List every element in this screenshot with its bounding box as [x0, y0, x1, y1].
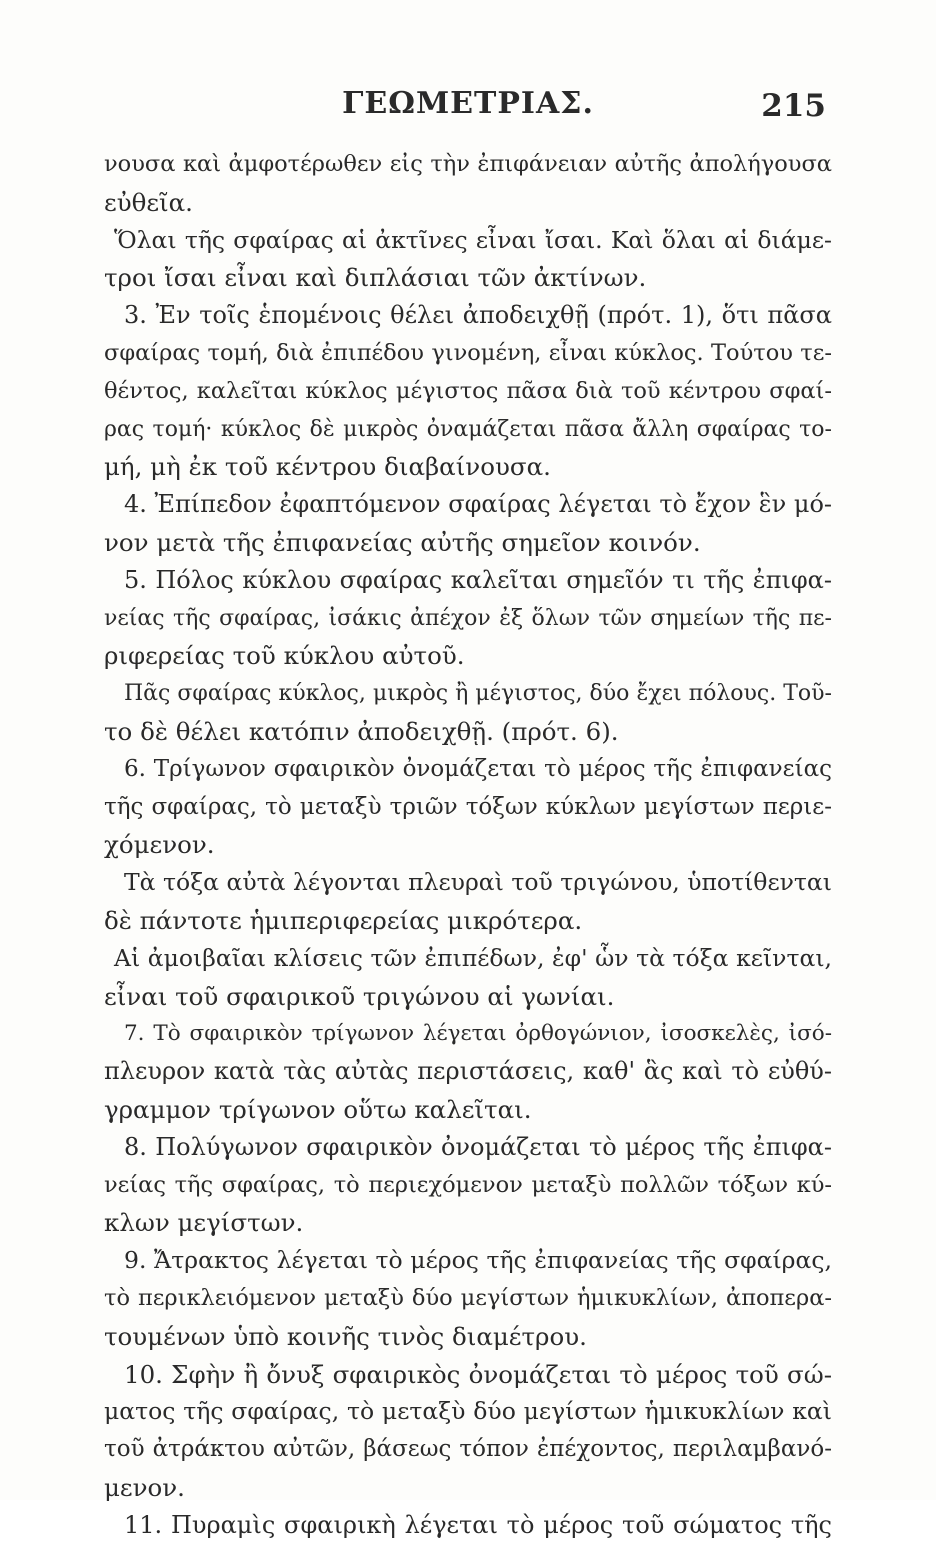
text-line: πλευρον κατὰ τὰς αὐτὰς περιστάσεις, καθ' ἃς καὶ τὸ εὐθύ- — [104, 1057, 832, 1086]
text-line: ματος τῆς σφαίρας, τὸ μεταξὺ δύο μεγίστων ἡμικυκλίων καὶ — [104, 1397, 832, 1426]
text-line: 8. Πολύγωνον σφαιρικὸν ὀνομάζεται τὸ μέρος τῆς ἐπιφα- — [124, 1132, 832, 1161]
body-text — [104, 146, 832, 1544]
text-line: τουμένων ὑπὸ κοινῆς τινὸς διαμέτρου. — [104, 1321, 587, 1351]
text-line: τροι ἴσαι εἶναι καὶ διπλάσιαι τῶν ἀκτίνων. — [104, 263, 647, 293]
text-line: νείας τῆς σφαίρας, ἰσάκις ἀπέχον ἐξ ὅλων τῶν σημείων τῆς πε- — [104, 605, 832, 631]
text-line: χόμενον. — [104, 830, 215, 860]
text-line: 6. Τρίγωνον σφαιρικὸν ὀνομάζεται τὸ μέρος τῆς ἐπιφανείας — [124, 755, 832, 782]
text-line: Ὅλαι τῆς σφαίρας αἱ ἀκτῖνες εἶναι ἴσαι. Καὶ ὅλαι αἱ διάμε- — [114, 225, 832, 254]
text-line: ριφερείας τοῦ κύκλου αὐτοῦ. — [104, 641, 465, 671]
text-line: μενον. — [104, 1472, 185, 1502]
text-line: 4. Ἐπίπεδον ἐφαπτόμενον σφαίρας λέγεται τὸ ἔχον ἓν μό- — [124, 490, 833, 519]
text-line: 7. Τὸ σφαιρικὸν τρίγωνον λέγεται ὀρθογώνιον, ἰσοσκελὲς, ἰσό- — [124, 1021, 832, 1047]
text-line: 3. Ἐν τοῖς ἑπομένοις θέλει ἀποδειχθῇ (πρότ. 1), ὅτι πᾶσα — [124, 301, 832, 330]
text-line: 10. Σφὴν ἢ ὄνυξ σφαιρικὸς ὀνομάζεται τὸ μέρος τοῦ σώ- — [124, 1359, 832, 1389]
text-line: τὸ περικλειόμενον μεταξὺ δύο μεγίστων ἡμικυκλίων, ἀποπερα- — [104, 1284, 832, 1311]
text-line: θέντος, καλεῖται κύκλος μέγιστος πᾶσα διὰ τοῦ κέντρου σφαί- — [104, 377, 832, 404]
text-line: 9. Ἄτρακτος λέγεται τὸ μέρος τῆς ἐπιφανείας τῆς σφαίρας, — [124, 1246, 832, 1275]
text-line: ρας τομή· κύκλος δὲ μικρὸς ὀναμάζεται πᾶσα ἄλλη σφαίρας το- — [104, 416, 832, 442]
text-line: Πᾶς σφαίρας κύκλος, μικρὸς ἢ μέγιστος, δύο ἔχει πόλους. Τοῦ- — [124, 681, 832, 707]
text-line: μή, μὴ ἐκ τοῦ κέντρου διαβαίνουσα. — [104, 452, 551, 482]
page-number: 215 — [761, 88, 826, 124]
text-line: 5. Πόλος κύκλου σφαίρας καλεῖται σημεῖόν τι τῆς ἐπιφα- — [124, 565, 832, 594]
text-line: Αἱ ἀμοιβαῖαι κλίσεις τῶν ἐπιπέδων, ἐφ' ὧν τὰ τόξα κεῖνται, — [114, 943, 832, 972]
text-line: το δὲ θέλει κατόπιν ἀποδειχθῇ. (πρότ. 6). — [104, 716, 619, 746]
text-line: τῆς σφαίρας, τὸ μεταξὺ τριῶν τόξων κύκλων μεγίστων περιε- — [104, 793, 832, 820]
text-line: εὐθεῖα. — [104, 187, 193, 217]
text-line: γραμμον τρίγωνον οὕτω καλεῖται. — [104, 1094, 532, 1124]
text-line: νον μετὰ τῆς ἐπιφανείας αὐτῆς σημεῖον κοινόν. — [104, 527, 701, 557]
text-line: τοῦ ἀτράκτου αὐτῶν, βάσεως τόπον ἐπέχοντος, περιλαμβανό- — [104, 1436, 832, 1463]
text-line: κλων μεγίστων. — [104, 1208, 304, 1238]
text-line: νουσα καὶ ἀμφοτέρωθεν εἰς τὴν ἐπιφάνειαν αὐτῆς ἀπολήγουσα — [104, 151, 832, 177]
text-line: νείας τῆς σφαίρας, τὸ περιεχόμενον μεταξὺ πολλῶν τόξων κύ- — [104, 1171, 832, 1198]
text-line: Τὰ τόξα αὐτὰ λέγονται πλευραὶ τοῦ τριγώνου, ὑποτίθενται — [124, 868, 832, 897]
text-line: σφαίρας τομή, διὰ ἐπιπέδου γινομένη, εἶναι κύκλος. Τούτου τε- — [104, 339, 832, 366]
text-line: 11. Πυραμὶς σφαιρικὴ λέγεται τὸ μέρος τοῦ σώματος τῆς — [124, 1510, 832, 1539]
text-line: δὲ πάντοτε ἡμιπεριφερείας μικρότερα. — [104, 905, 583, 935]
running-header-title: ΓΕΩΜΕΤΡΙΑΣ. — [342, 86, 594, 121]
text-line: εἶναι τοῦ σφαιρικοῦ τριγώνου αἱ γωνίαι. — [104, 981, 615, 1011]
